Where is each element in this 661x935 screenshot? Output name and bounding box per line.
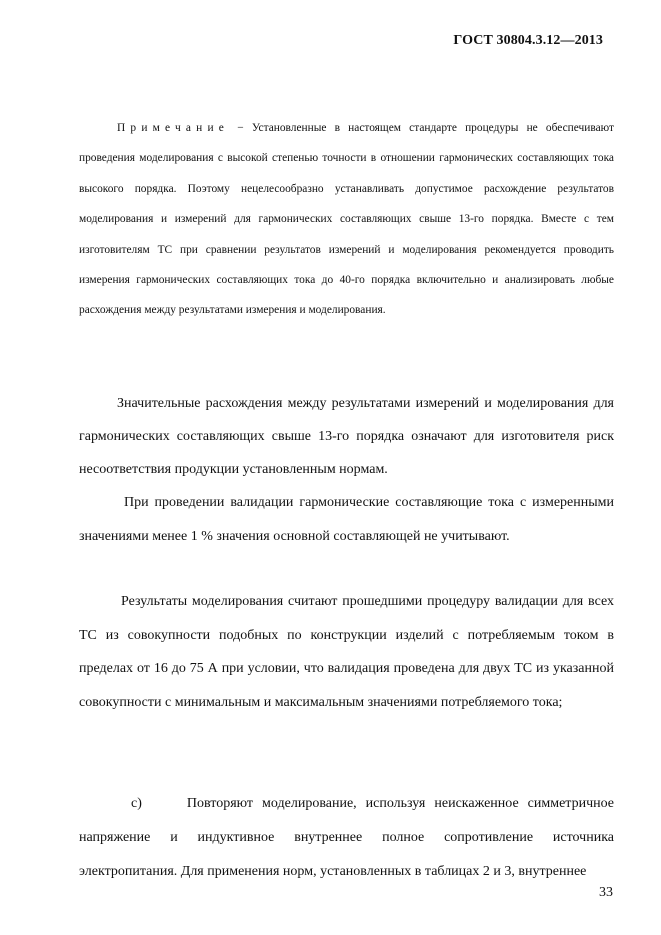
page-number: 33 [599,885,613,900]
list-item-c-text: Повторяют моделирование, используя неискаженное симметричное напряжение и индуктивное внутреннее полное сопротивление источника электропитания. Для применения норм, установленных в таблицах 2 и 3, внутреннее [79,796,614,879]
note-paragraph [79,113,614,326]
note-label: Примечание [117,122,230,134]
note-text: Установленные в настоящем стандарте процедуры не обеспечивают проведения моделирования с высокой степенью точности в отношении гармонических составляющих тока высокого порядка. Поэтому нецелесообразно устанавливать допустимое расхождение результатов моделирования и измерений для гармонических составляющих свыше 13-го порядка. Вместе с тем изготовителям ТС при сравнении результатов измерений и моделирования рекомендуется проводить измерения гармонических составляющих тока до 40-го порядка включительно и анализировать любые расхождения между результатами измерения и моделирования. [79,122,614,317]
list-item-c [79,787,614,889]
body-paragraph-2: При проведении валидации гармонические составляющие тока с измеренными значениями менее 1 % значения основной составляющей не учитывают. [79,495,614,544]
note-dash: − [237,122,244,134]
page-header: ГОСТ 30804.3.12—2013 [453,33,603,48]
body-paragraph-1: Значительные расхождения между результатами измерений и моделирования для гармонических составляющих свыше 13-го порядка означают для изготовителя риск несоответствия продукции установленным нормам. [79,396,614,477]
body-paragraph-3: Результаты моделирования считают прошедшими процедуру валидации для всех ТС из совокупности подобных по конструкции изделий с потребляемым током в пределах от 16 до 75 А при условии, что валидация проведена для двух ТС из указанной совокупности с минимальным и максимальным значениями потребляемого тока; [79,594,614,710]
list-item-c-marker: c) [131,796,142,811]
